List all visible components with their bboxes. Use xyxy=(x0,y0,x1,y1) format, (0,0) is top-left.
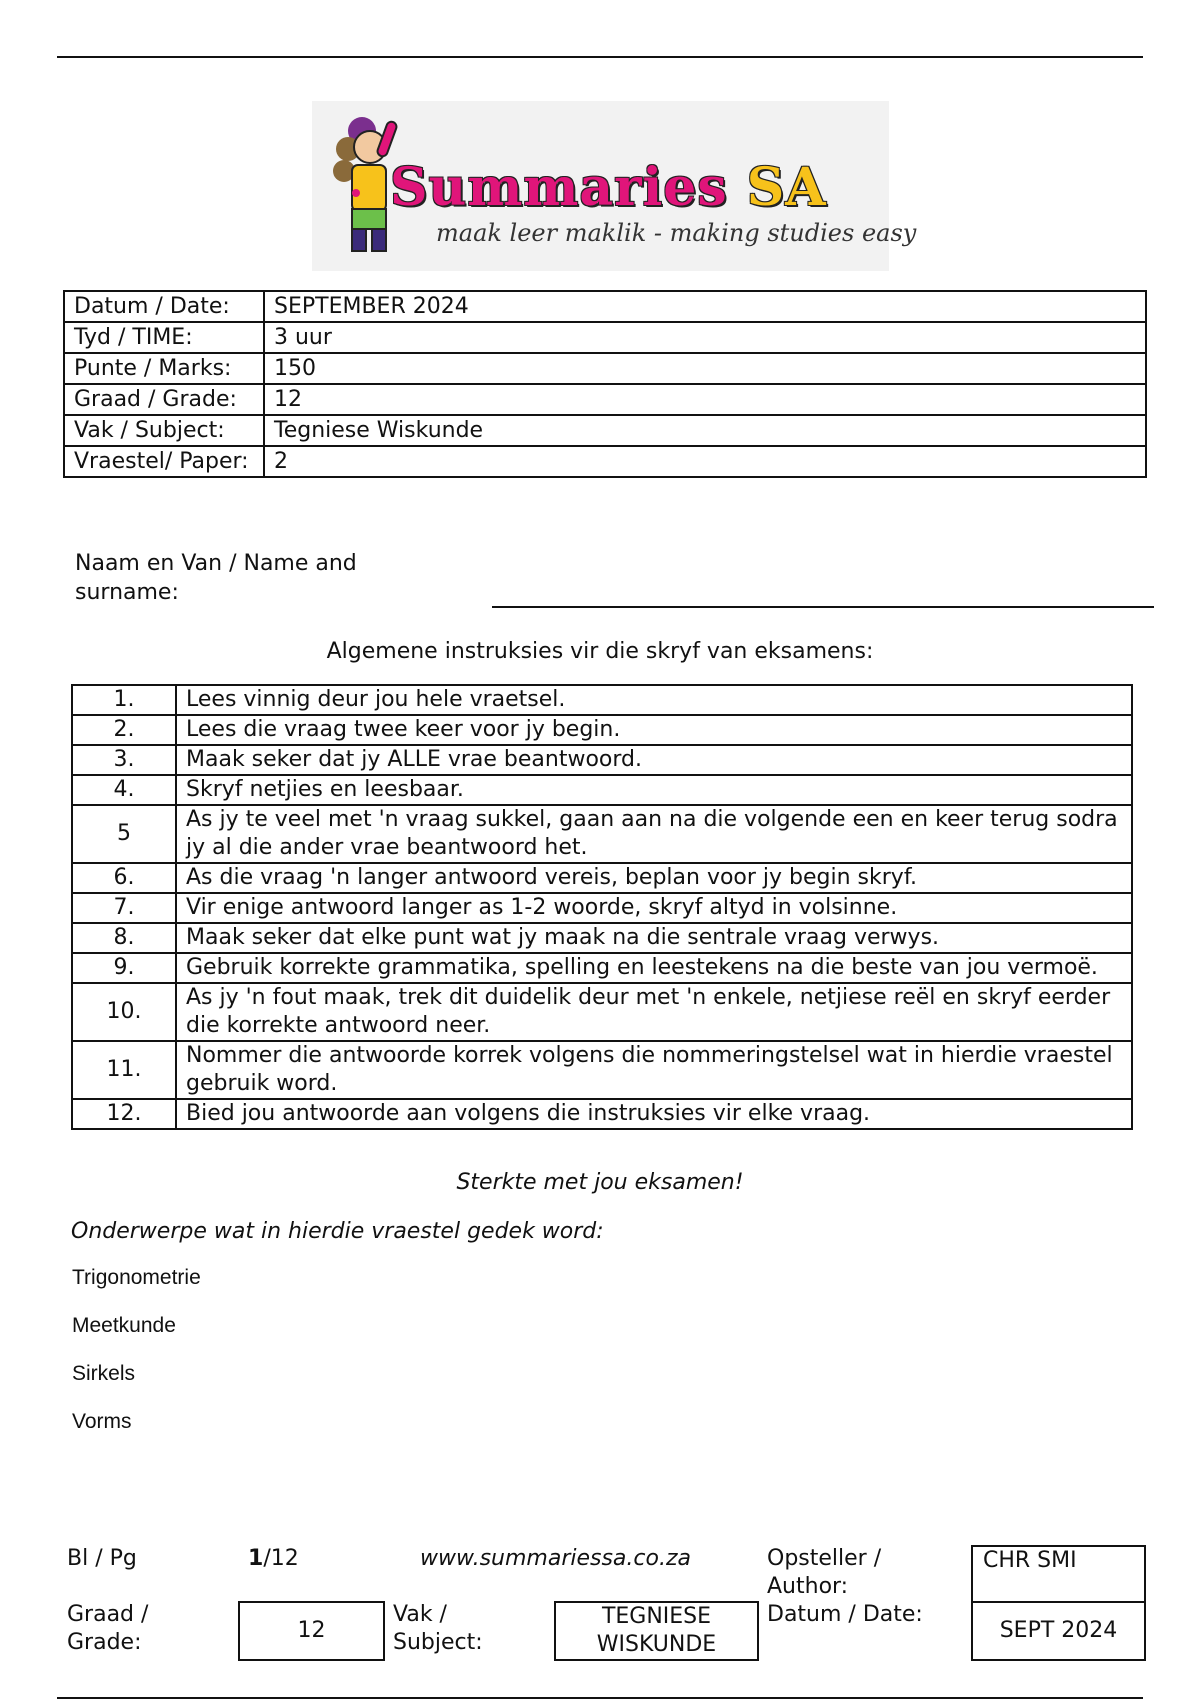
instruction-text: Maak seker dat jy ALLE vrae beantwoord. xyxy=(176,745,1132,775)
info-row-grade xyxy=(64,384,1146,415)
name-label: Naam en Van / Name and surname: xyxy=(75,551,357,605)
footer-grade-label: Graad / Grade: xyxy=(67,1602,149,1655)
instruction-text: Skryf netjies en leesbaar. xyxy=(176,775,1132,805)
logo-brand-suffix: SA xyxy=(746,157,827,218)
instruction-number: 4. xyxy=(72,775,176,805)
topics-heading: Onderwerpe wat in hierdie vraestel gedek word: xyxy=(71,1219,604,1244)
instruction-number: 12. xyxy=(72,1099,176,1129)
topics-list xyxy=(72,1266,201,1458)
bottom-rule xyxy=(57,1697,1143,1699)
footer-subject-value: TEGNIESE WISKUNDE xyxy=(554,1601,759,1661)
instruction-text: As die vraag 'n langer antwoord vereis, beplan voor jy begin skryf. xyxy=(176,863,1132,893)
instruction-text: Lees vinnig deur jou hele vraetsel. xyxy=(176,685,1132,715)
info-row-time xyxy=(64,322,1146,353)
instruction-row xyxy=(72,863,1132,893)
instruction-number: 11. xyxy=(72,1041,176,1099)
instruction-text: Gebruik korrekte grammatika, spelling en leestekens na die beste van jou vermoë. xyxy=(176,953,1132,983)
info-value: SEPTEMBER 2024 xyxy=(264,291,1146,322)
logo xyxy=(312,101,917,271)
instruction-row xyxy=(72,745,1132,775)
topic-item: Vorms xyxy=(72,1410,132,1433)
instruction-number: 8. xyxy=(72,923,176,953)
instruction-text: Maak seker dat elke punt wat jy maak na die sentrale vraag verwys. xyxy=(176,923,1132,953)
instruction-row xyxy=(72,805,1132,863)
instruction-row xyxy=(72,923,1132,953)
exam-info-table xyxy=(63,290,1147,478)
instruction-text: Vir enige antwoord langer as 1-2 woorde, skryf altyd in volsinne. xyxy=(176,893,1132,923)
info-label: Tyd / TIME: xyxy=(64,322,264,353)
instruction-number: 6. xyxy=(72,863,176,893)
logo-tagline: maak leer maklik - making studies easy xyxy=(436,219,917,247)
instructions-table xyxy=(71,684,1133,1130)
instruction-number: 5 xyxy=(72,805,176,863)
instructions-heading: Algemene instruksies vir die skryf van eksamens: xyxy=(326,639,874,664)
instruction-text: As jy te veel met 'n vraag sukkel, gaan aan na die volgende een en keer terug sodra jy al die ander vrae beantwoord het. xyxy=(176,805,1132,863)
instruction-row xyxy=(72,953,1132,983)
instruction-text: Lees die vraag twee keer voor jy begin. xyxy=(176,715,1132,745)
instruction-row xyxy=(72,1099,1132,1129)
instruction-row xyxy=(72,1041,1132,1099)
info-row-marks xyxy=(64,353,1146,384)
footer-website: www.summariessa.co.za xyxy=(420,1546,691,1571)
instruction-text: Nommer die antwoorde korrek volgens die nommeringstelsel wat in hierdie vraestel gebruik word. xyxy=(176,1041,1132,1099)
instruction-number: 1. xyxy=(72,685,176,715)
footer-page-current: 1 xyxy=(248,1546,264,1571)
info-label: Punte / Marks: xyxy=(64,353,264,384)
info-value: Tegniese Wiskunde xyxy=(264,415,1146,446)
info-row-subject xyxy=(64,415,1146,446)
footer-subject-label: Vak / Subject: xyxy=(393,1602,483,1655)
footer-author-value: CHR SMI xyxy=(971,1545,1146,1603)
logo-wordmark xyxy=(390,157,827,218)
instruction-row xyxy=(72,715,1132,745)
instruction-number: 10. xyxy=(72,983,176,1041)
info-label: Datum / Date: xyxy=(64,291,264,322)
instruction-row xyxy=(72,775,1132,805)
info-value: 3 uur xyxy=(264,322,1146,353)
info-value: 2 xyxy=(264,446,1146,477)
info-label: Graad / Grade: xyxy=(64,384,264,415)
info-label: Vraestel/ Paper: xyxy=(64,446,264,477)
footer-page-number xyxy=(248,1545,299,1573)
topic-item: Meetkunde xyxy=(72,1314,176,1337)
good-luck-message: Sterkte met jou eksamen! xyxy=(456,1170,744,1195)
instruction-row xyxy=(72,983,1132,1041)
instruction-row xyxy=(72,685,1132,715)
footer-date-label: Datum / Date: xyxy=(767,1602,923,1627)
footer-page-label: Bl / Pg xyxy=(67,1546,137,1571)
instruction-text: As jy 'n fout maak, trek dit duidelik deur met 'n enkele, netjiese reël en skryf eerder die korrekte antwoord neer. xyxy=(176,983,1132,1041)
instruction-number: 2. xyxy=(72,715,176,745)
instruction-number: 9. xyxy=(72,953,176,983)
info-row-date xyxy=(64,291,1146,322)
footer-page-total: /12 xyxy=(263,1546,299,1571)
instruction-text: Bied jou antwoorde aan volgens die instruksies vir elke vraag. xyxy=(176,1099,1132,1129)
info-row-paper xyxy=(64,446,1146,477)
logo-brand: Summaries xyxy=(390,157,728,218)
info-value: 150 xyxy=(264,353,1146,384)
name-write-line[interactable] xyxy=(492,606,1154,608)
footer-grade-value: 12 xyxy=(238,1601,385,1661)
instruction-row xyxy=(72,893,1132,923)
topic-item: Trigonometrie xyxy=(72,1266,201,1289)
footer-date-value: SEPT 2024 xyxy=(971,1601,1146,1661)
top-rule xyxy=(57,56,1143,58)
footer-author-label: Opsteller / Author: xyxy=(767,1546,882,1599)
info-label: Vak / Subject: xyxy=(64,415,264,446)
info-value: 12 xyxy=(264,384,1146,415)
instruction-number: 3. xyxy=(72,745,176,775)
instruction-number: 7. xyxy=(72,893,176,923)
topic-item: Sirkels xyxy=(72,1362,136,1385)
